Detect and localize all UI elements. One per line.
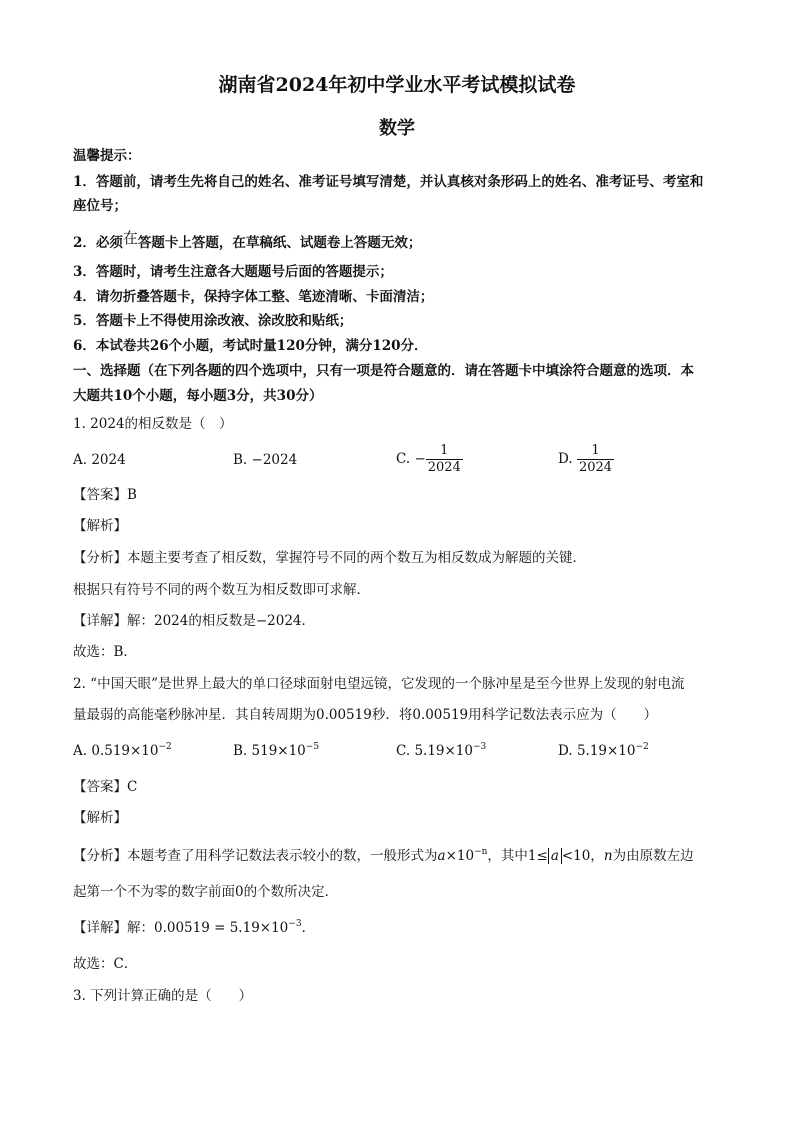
q1-option-d-fraction: [577, 443, 614, 476]
q1-fenxi-cont: 根据只有符号不同的两个数互为相反数即可求解．: [73, 582, 370, 598]
q2-option-a-label: A.: [73, 743, 88, 759]
q2-analysis-label: 【解析】: [73, 810, 127, 826]
q1-option-c-fraction: [426, 443, 463, 476]
q3-stem: 3. 下列计算正确的是（ ）: [73, 988, 253, 1004]
q2-fenxi-var-n: n: [603, 848, 613, 864]
q2-fenxi-exp: −n: [474, 847, 488, 857]
q1-choose: 故选：B．: [73, 644, 137, 660]
q2-option-d-base: 5.19×10: [576, 743, 636, 759]
q2-fenxi-cont: 起第一个不为零的数字前面0的个数所决定．: [73, 884, 339, 900]
q1-answer: 【答案】B: [73, 487, 137, 503]
q2-stem-cont: 量最弱的高能毫秒脉冲星．其自转周期为0.00519秒．将0.00519用科学记数法表示应为（ ）: [73, 707, 658, 723]
q2-option-b-base: 519×10: [251, 743, 306, 759]
fraction-denominator: 2024: [578, 460, 613, 475]
notice-item-2-c: 答题卡上答题，在草稿纸、试题卷上答题无效；: [137, 235, 422, 251]
q1-option-d: [558, 443, 614, 476]
q2-option-d-exp: −2: [635, 742, 649, 752]
notice-item-4: 4．请勿折叠答题卡，保持字体工整、笔迹清晰、卡面清洁；: [73, 289, 434, 305]
notice-item-2-a: 2．必须: [73, 235, 123, 251]
section1-heading-cont: 大题共10个小题，每小题3分，共30分）: [73, 388, 323, 404]
q2-detail-b: ．: [301, 920, 316, 936]
q2-option-a-base: 0.519×10: [91, 743, 159, 759]
q2-detail-a: 【详解】解：0.00519 = 5.19×10: [73, 920, 289, 936]
notice-heading: 温馨提示：: [73, 148, 141, 164]
subject-title: 数学: [379, 118, 415, 139]
q2-detail-exp: −3: [288, 919, 302, 929]
q2-detail: [73, 918, 315, 938]
q2-fenxi-abs: a: [548, 848, 562, 864]
q2-fenxi-c2: <10: [561, 848, 591, 864]
fraction-numerator: 1: [591, 443, 600, 458]
q1-analysis-label: 【解析】: [73, 518, 127, 534]
notice-item-5: 5．答题卡上不得使用涂改液、涂改胶和贴纸；: [73, 313, 353, 329]
fraction-numerator: 1: [440, 443, 449, 458]
q2-fenxi-d: 为由原数左边: [612, 848, 694, 864]
notice-item-1-cont: 座位号；: [73, 198, 127, 214]
q2-fenxi-times: ×10: [445, 848, 475, 864]
q2-option-c-label: C.: [396, 743, 411, 759]
q2-fenxi-var-a: a: [437, 848, 446, 864]
q1-fenxi: 【分析】本题主要考查了相反数，掌握符号不同的两个数互为相反数成为解题的关键．: [73, 550, 586, 566]
q2-fenxi: 【分析】本题考查了用科学记数法表示较小的数，一般形式为$a\times 10^{-n}$，其中1≤ a <10，n为由原数左边: [73, 847, 694, 864]
fraction-denominator: 2024: [427, 460, 461, 475]
notice-item-3: 3．答题时，请考生注意各大题题号后面的答题提示；: [73, 264, 393, 280]
notice-item-6: 6．本试卷共26个小题，考试时量120分钟，满分120分．: [73, 338, 428, 354]
q2-option-b: [233, 741, 319, 761]
q2-option-c: [396, 741, 486, 761]
q2-option-b-exp: −5: [305, 742, 320, 752]
q1-detail: 【详解】解：2024的相反数是−2024．: [73, 613, 316, 629]
notice-item-1: 1．答题前，请考生先将自己的姓名、准考证号填写清楚，并认真核对条形码上的姓名、准考证号、考室和: [73, 174, 704, 190]
q1-option-c-label: C.: [396, 451, 411, 467]
section1-heading: 一、选择题（在下列各题的四个选项中，只有一项是符合题意的．请在答题卡中填涂符合题意的选项．本: [73, 363, 694, 379]
q2-option-b-label: B.: [233, 743, 248, 759]
q1-option-a: A. 2024: [73, 452, 126, 468]
q1-option-c: [396, 443, 463, 476]
q1-stem: 1. 2024的相反数是（ ）: [73, 416, 233, 432]
q1-option-d-label: D.: [558, 451, 573, 467]
q2-fenxi-a: 【分析】本题考查了用科学记数法表示较小的数，一般形式为: [73, 848, 438, 864]
q2-fenxi-b: ，其中: [487, 848, 528, 864]
q2-option-d-label: D.: [558, 743, 573, 759]
q2-option-a-exp: −2: [158, 742, 172, 752]
q2-answer: 【答案】C: [73, 779, 138, 795]
q2-stem: 2. “中国天眼”是世界上最大的单口径球面射电望远镜，它发现的一个脉冲星是至今世界上发现的射电流: [73, 676, 685, 692]
page-title: 湖南省2024年初中学业水平考试模拟试卷: [218, 74, 576, 96]
q2-option-a: [73, 741, 172, 761]
notice-item-2-b: 在: [122, 229, 138, 247]
q2-option-c-base: 5.19×10: [414, 743, 473, 759]
q2-fenxi-c1: 1≤: [527, 848, 548, 864]
q2-option-c-exp: −3: [473, 742, 487, 752]
q1-option-c-sign: −: [414, 451, 426, 467]
q2-choose: 故选：C．: [73, 956, 138, 972]
q2-option-d: [558, 741, 649, 761]
notice-item-2: [73, 229, 422, 253]
q1-option-b: B. −2024: [233, 452, 298, 468]
